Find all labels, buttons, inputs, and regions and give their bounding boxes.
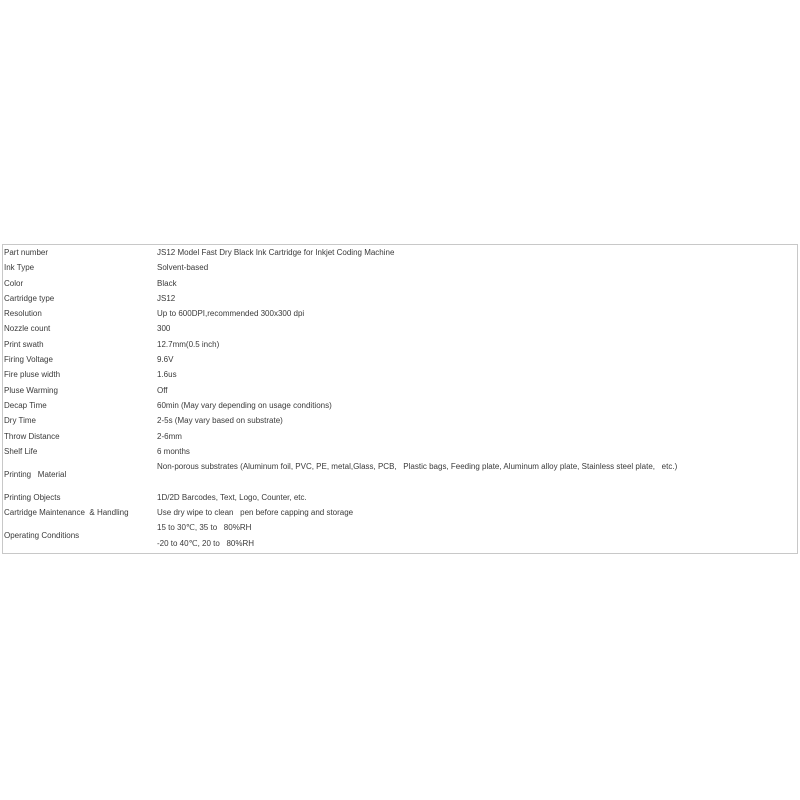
spec-label-printing-material: Printing Material — [4, 469, 67, 479]
table-row — [3, 245, 797, 260]
spec-label-part-number: Part number — [4, 248, 49, 257]
table-row — [3, 291, 797, 306]
table-row — [3, 459, 797, 490]
table-row — [3, 337, 797, 352]
table-row — [3, 398, 797, 413]
spec-value-pulse-warming: Off — [157, 385, 168, 395]
spec-value-firing-voltage: 9.6V — [157, 355, 174, 365]
spec-value-print-swath: 12.7mm(0.5 inch) — [157, 339, 220, 349]
spec-label-nozzle-count: Nozzle count — [4, 324, 51, 334]
spec-value-nozzle-count: 300 — [157, 324, 171, 334]
table-row — [3, 444, 797, 459]
table-row — [3, 260, 797, 275]
spec-label-decap-time: Decap Time — [4, 400, 47, 410]
table-row — [3, 505, 797, 520]
spec-label-cartridge-maintenance: Cartridge Maintenance & Handling — [4, 508, 129, 518]
table-row — [3, 429, 797, 444]
spec-label-print-swath: Print swath — [4, 339, 44, 349]
spec-label-throw-distance: Throw Distance — [4, 431, 60, 441]
spec-label-shelf-life: Shelf Life — [4, 446, 38, 456]
spec-value-color: Black — [157, 278, 177, 288]
spec-value-resolution: Up to 600DPI,recommended 300x300 dpi — [157, 309, 305, 319]
spec-table — [3, 245, 797, 551]
spec-value-decap-time: 60min (May vary depending on usage conditions) — [157, 400, 332, 410]
spec-label-pulse-warming: Pluse Warming — [4, 385, 58, 395]
spec-value-printing-objects: 1D/2D Barcodes, Text, Logo, Counter, etc. — [157, 492, 307, 502]
table-row — [3, 352, 797, 367]
spec-value-operating-conditions — [156, 520, 797, 551]
spec-value-throw-distance: 2-6mm — [157, 431, 182, 441]
spec-label-ink-type: Ink Type — [4, 263, 35, 273]
table-row — [3, 276, 797, 291]
table-row — [3, 321, 797, 336]
spec-value-cartridge-type: JS12 — [157, 293, 176, 303]
spec-label-firing-voltage: Firing Voltage — [4, 355, 53, 365]
spec-value-printing-material: Non-porous substrates (Aluminum foil, PVC, PE, metal,Glass, PCB, Plastic bags, Feeding plate, Aluminum alloy plate, Stainless steel plate, etc.) — [157, 462, 678, 472]
spec-value-part-number: JS12 Model Fast Dry Black Ink Cartridge for Inkjet Coding Machine — [157, 248, 395, 257]
table-row — [3, 413, 797, 428]
spec-value-ink-type: Solvent-based — [157, 263, 209, 273]
spec-label-dry-time: Dry Time — [4, 416, 36, 426]
spec-value-fire-pulse-width: 1.6us — [157, 370, 177, 380]
table-row — [3, 306, 797, 321]
spec-label-printing-objects: Printing Objects — [4, 492, 61, 502]
table-row — [3, 490, 797, 505]
table-row — [3, 520, 797, 551]
spec-label-operating-conditions: Operating Conditions — [4, 530, 80, 540]
spec-value-cartridge-maintenance: Use dry wipe to clean pen before capping and storage — [157, 508, 354, 518]
table-row — [3, 383, 797, 398]
operating-condition-line-2: -20 to 40℃, 20 to 80%RH — [157, 538, 255, 548]
spec-value-shelf-life: 6 months — [157, 446, 190, 456]
spec-label-color: Color — [4, 278, 24, 288]
spec-label-resolution: Resolution — [4, 309, 42, 319]
spec-table-container — [2, 244, 798, 554]
spec-value-dry-time: 2-5s (May vary based on substrate) — [157, 416, 283, 426]
spec-label-fire-pulse-width: Fire pluse width — [4, 370, 61, 380]
operating-condition-line-1: 15 to 30℃, 35 to 80%RH — [157, 523, 252, 533]
table-row — [3, 367, 797, 382]
spec-label-cartridge-type: Cartridge type — [4, 293, 55, 303]
